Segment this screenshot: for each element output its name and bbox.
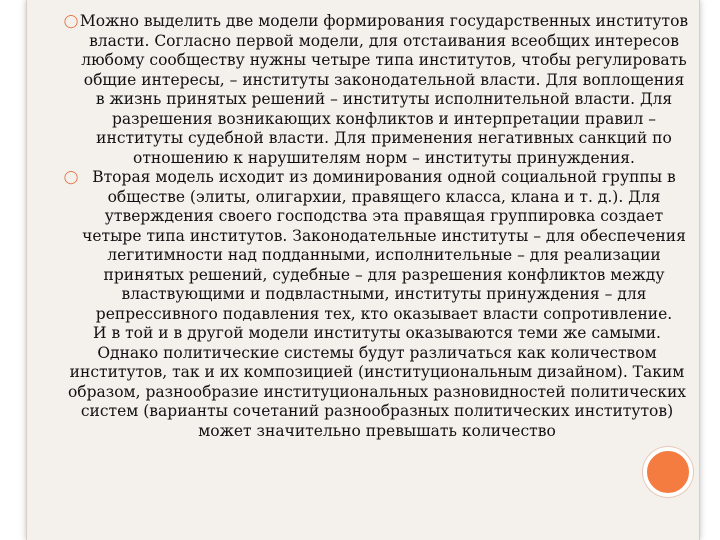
paragraph-text: Вторая модель исходит из доминирования одной социальной группы в обществе (элиты, олигархии, правящего класса, клана и т. д.). Для утверждения своего господства эта правящая группировка создает четыре типа институтов. Законодательные институты – для обеспечения легитимности над подданными, исполнительные – для реализации принятых решений, судебные – для разрешения конфликтов между властвующими и подвластными, институты принуждения – для репрессивного подавления тех, кто оказывает власти сопротивление. xyxy=(82,168,686,323)
bullet-paragraph-2 xyxy=(63,168,691,324)
hollow-circle-bullet-icon: ◯ xyxy=(63,14,79,29)
paragraph-text: И в той и в другой модели институты оказываются теми же самыми. Однако политические системы будут различаться как количеством институтов, так и их композицией (институциональным дизайном). Таким образом, разнообразие институциональных разновидностей политических систем (варианты сочетаний разнообразных политических институтов) может значительно превышать количество xyxy=(67,324,687,440)
paragraph-3 xyxy=(63,324,691,441)
text-body xyxy=(63,12,691,441)
decorative-circle xyxy=(643,447,693,497)
hollow-circle-bullet-icon: ◯ xyxy=(63,170,79,185)
paragraph-text: Можно выделить две модели формирования государственных институтов власти. Согласно первой модели, для отстаивания всеобщих интересов любому сообществу нужны четыре типа институтов, чтобы регулировать общие интересы, – институты законодательной власти. Для воплощения в жизнь принятых решений – институты исполнительной власти. Для разрешения возникающих конфликтов и интерпретации правил – институты судебной власти. Для применения негативных санкций по отношению к нарушителям норм – институты принуждения. xyxy=(79,12,689,167)
content-panel xyxy=(26,0,700,540)
bullet-paragraph-1 xyxy=(63,12,691,168)
